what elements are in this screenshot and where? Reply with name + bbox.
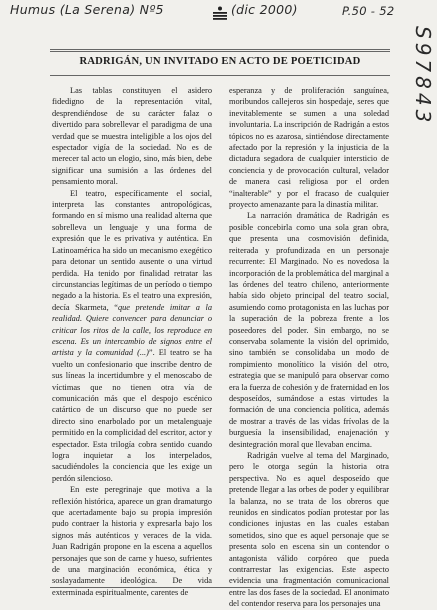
paragraph: Radrigán vuelve al tema del Marginado, pero le otorga según la historia otra perspectiva. No es aquel desposeído que pretende llegar a las orbes de poder y equilibrar la balanza, no se trata de los obreros que reunidos en sindicatos podían protestar por las condiciones injustas en las cuales estaban sometidos, sino que es aquel personaje que se presenta solo en escena sin un contendor o antagonista válido corpóreo que pueda contrarrestar las exigencias. Este aspecto evidencia una fragmentación comunicacional entre las dos fases de la sociedad. El anonimato del contendor reserva para los personajes una (229, 451, 389, 609)
bottom-rule (50, 587, 390, 588)
handwritten-source-note: Humus (La Serena) Nº5 (10, 2, 164, 17)
handwritten-pages-note: P.50 - 52 (342, 4, 395, 18)
paragraph-text: En este peregrinaje que motiva a la reflexión histórica, aparece un gran dramaturgo que acertadamente bajo su propia impresión pudo contraer la historia y expresarla bajo los signos más auténticos y veraces de la vida. Juan Radrigán propone en la escena a aquellos personajes que son de carne y hueso, sufrientes de una marginación económica, ética y soslayadamente ideológica. De vida exterminada espiritualmente, carentes de (52, 485, 212, 597)
skarmeta-quote: que pretende imitar a la realidad. Quiere convencer para denunciar o criticar los ritos de la calle, los reproduce en escena. Es un intercambio de signos entre el artista y la comunidad (...) (52, 302, 212, 358)
paragraph-text: ”. El teatro se ha vuelto un confesionario que inscribe dentro de sus líneas la incertidumbre y el menoscabo de víctimas que no tienen otra vía de comunicación más que el despojo escénico catártico de un discurso que no puede ser directo sino enarbolado por un metalenguaje permitido en la complicidad del escritor, actor y espectador. Esta trilogía cobra sentido cuando logra inquietar a los interpelados, sacudiéndoles la conciencia que les exige un perdón silencioso. (52, 348, 212, 483)
handwritten-date-note: (dic 2000) (231, 2, 298, 17)
paragraph (52, 85, 212, 188)
left-column (52, 85, 212, 598)
top-rule-thin (50, 51, 390, 52)
paragraph (52, 484, 212, 598)
right-column (229, 85, 389, 610)
title-rule (50, 75, 390, 76)
paragraph-text: Las tablas constituyen el asidero fidedigno de la representación vital, desprendiéndose de su carácter falaz o divertido para sobrellevar el paradigma de una verdad que se muestra inteligible a los ojos del espectador vigía de la sociedad. No es de merecer tal acto un elogio, sino, más bien, debe significar una sumisión a las órdenes del pensamiento moral. (52, 86, 212, 187)
paragraph-continued: esperanza y de proliferación sanguínea, moribundos callejeros sin hospedaje, seres que inevitablemente se sumen a una soledad involuntaria. La inscripción de Radrigán a estos tópicos no es azarosa, sintiéndose directamente afectado por la represión y la injusticia de la dictadura segadora de cualquier intersticio de conciencia y de provocación cultural, velador de manera casi religiosa por el orden “inalterable” y por el fracaso de cualquier proyecto amenazante para la dinastía militar. (229, 86, 389, 210)
handwritten-catalog-code: S97843 (411, 26, 435, 127)
paragraph (52, 188, 212, 485)
paragraph-text: El teatro, específicamente el social, interpreta las constantes antropológicas, formando en sí mismo una realidad alterna que sobrelleva un lenguaje y una forma de expresión que le es privativa y auténtica. En Latinoamérica ha sido un mecanismo exegético para detonar un sentido ausente o una virtud perdida. Ha tenido por finalidad retratar las circunstancias legítimas de un período o tiempo negado a la historia. Es el teatro una expresión, decía Skarmeta, “ (52, 188, 212, 312)
library-logo-icon (212, 6, 228, 20)
top-rule (50, 49, 390, 50)
paragraph: La narración dramática de Radrigán es posible concebirla como una sola gran obra, que presenta una cosmovisión definida, reiterada y profundizada en un personaje recurrente: El Marginado. No es novedosa la incorporación de la problemática del marginal a las órdenes del teatro chileno, anteriormente había sido objeto principal del teatro social, asumiendo como protagonista en las luchas por la superación de la pobreza frente a los poseedores del poder. Sin embargo, no se conservaba solamente la visión del oprimido, sino también se consolidaba un modo de rompimiento monolítico la visión del otro, estrategia que se manipuló para observar como era la fuerza de cohesión y de fraternidad en los desposeídos, sumándose a estas virtudes la formación de una conciencia política, además de mostrar a través de las vidas frívolas de la burguesía la insensibilidad, enajenación y desintegración moral que llevaban encima. (229, 211, 389, 449)
article-title: RADRIGÁN, UN INVITADO EN ACTO DE POETICIDAD (79, 56, 361, 67)
